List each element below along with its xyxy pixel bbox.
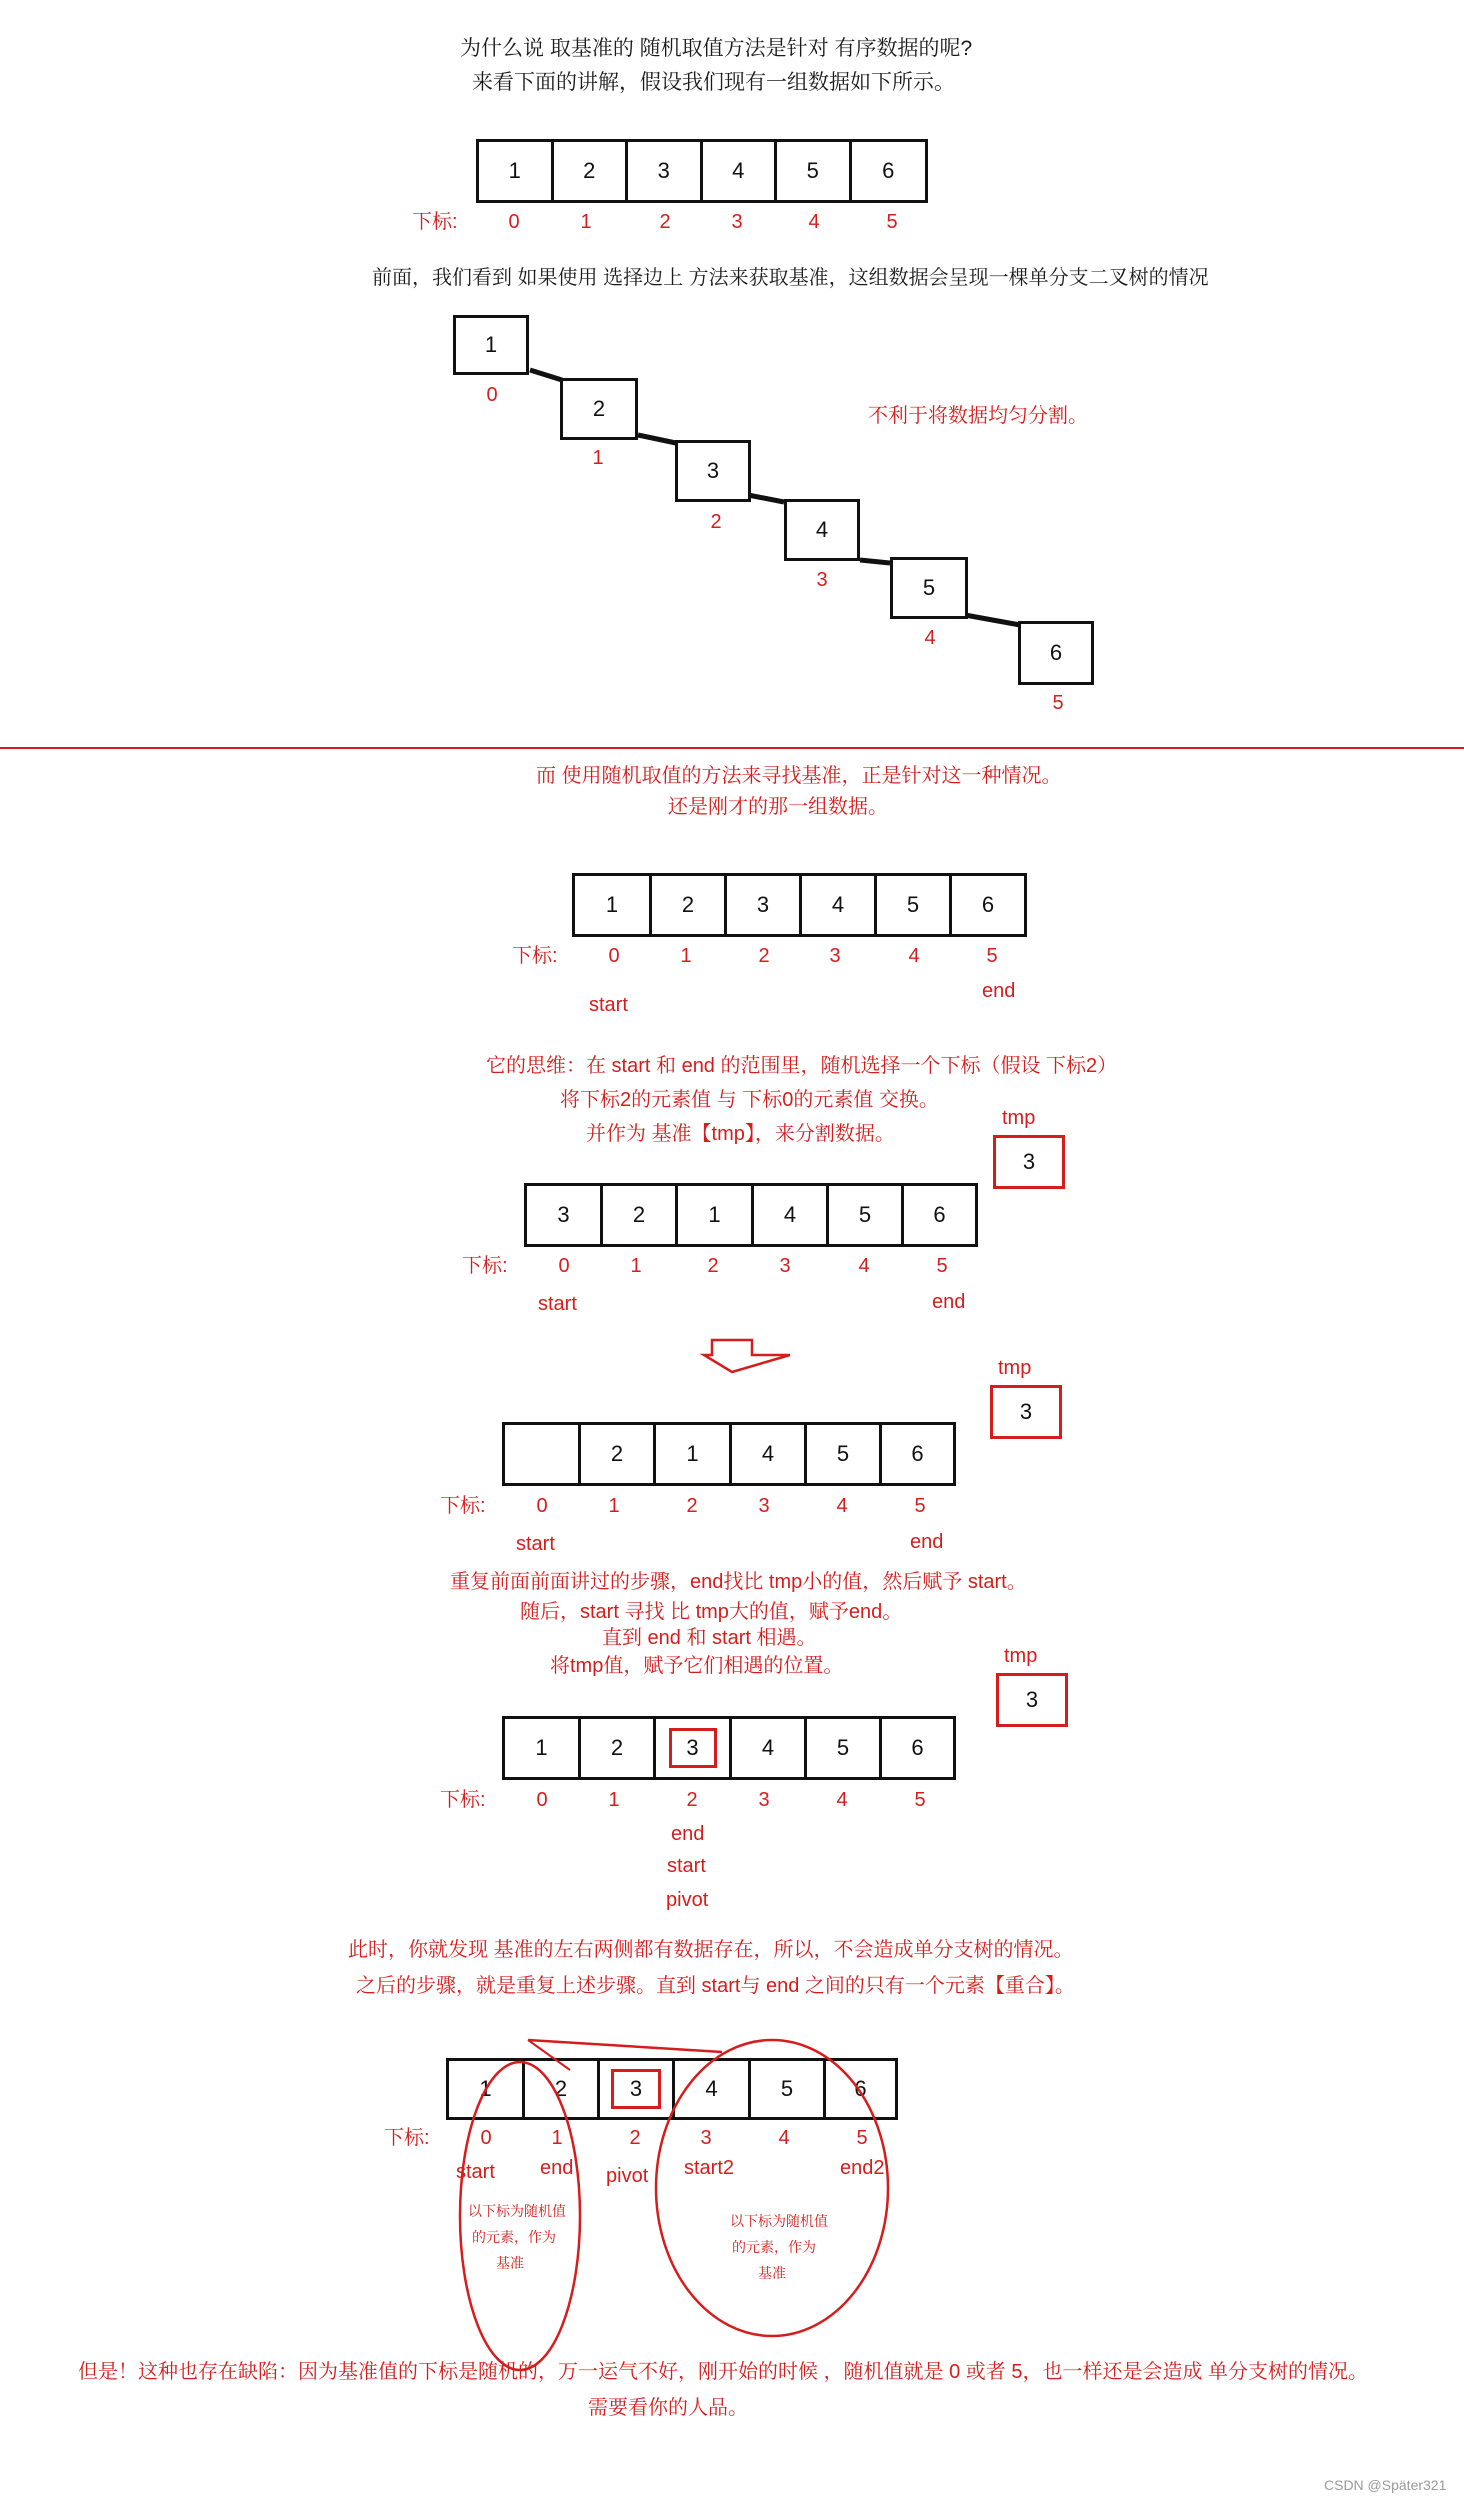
intro-line-2: 来看下面的讲解，假设我们现有一组数据如下所示。 (472, 71, 955, 94)
right-note-line: 以下标为随机值 (730, 2213, 828, 2229)
section2-line-1: 而 使用随机取值的方法来寻找基准，正是针对这一种情况。 (536, 765, 1062, 787)
chain-index: 3 (816, 569, 828, 591)
array-cell: 3 (527, 1186, 603, 1244)
index-value: 1 (580, 211, 592, 233)
index-value: 0 (536, 1789, 548, 1811)
array-cell: 2 (554, 142, 629, 200)
start-label: start (516, 1533, 555, 1555)
array-cell: 6 (882, 158, 895, 183)
array-cell: 4 (802, 876, 877, 934)
chain-node: 3 (675, 440, 751, 502)
index-value: 0 (558, 1255, 570, 1277)
tmp-label: tmp (998, 1357, 1032, 1379)
chain-node: 1 (453, 315, 529, 375)
section4-line-3: 直到 end 和 start 相遇。 (602, 1627, 817, 1649)
array-cell: 5 (777, 142, 852, 200)
index-value: 5 (914, 1789, 926, 1811)
array-cell: 4 (675, 2061, 751, 2117)
end2-label: end2 (840, 2157, 885, 2179)
index-value: 1 (608, 1495, 620, 1517)
section4-line-2: 随后，start 寻找 比 tmp大的值，赋予end。 (520, 1601, 903, 1623)
section1-note: 不利于将数据均匀分割。 (868, 405, 1088, 427)
array-cell: 6 (933, 1202, 946, 1227)
index-value: 0 (536, 1495, 548, 1517)
index-value: 4 (808, 211, 820, 233)
index-value: 5 (936, 1255, 948, 1277)
chain-node: 4 (784, 499, 860, 561)
chain-index: 1 (592, 447, 604, 469)
index-value: 5 (886, 211, 898, 233)
array-cell: 2 (581, 1719, 656, 1777)
tmp-label: tmp (1002, 1107, 1036, 1129)
index-value: 3 (758, 1789, 770, 1811)
array-cell: 1 (479, 142, 554, 200)
index-value: 2 (659, 211, 671, 233)
tmp-box: 3 (990, 1385, 1062, 1439)
left-note-line: 基准 (496, 2255, 524, 2271)
index-value: 4 (836, 1495, 848, 1517)
section1-caption: 前面，我们看到 如果使用 选择边上 方法来获取基准，这组数据会呈现一棵单分支二叉树的情况 (372, 267, 1209, 289)
array-cell: 1 (505, 1719, 581, 1777)
section3-line-3: 并作为 基准【tmp】，来分割数据。 (586, 1123, 895, 1145)
section4-line-4: 将tmp值，赋予它们相遇的位置。 (550, 1655, 844, 1677)
array-cell: 3 (628, 142, 703, 200)
index-label: 下标: (384, 2127, 430, 2149)
index-value: 5 (914, 1495, 926, 1517)
chain-index: 0 (486, 384, 498, 406)
array-cell: 1 (678, 1186, 754, 1244)
array-cell: 5 (751, 2061, 826, 2117)
chain-node: 5 (890, 557, 968, 619)
index-value: 0 (608, 945, 620, 967)
index-value: 2 (686, 1495, 698, 1517)
section2-line-2: 还是刚才的那一组数据。 (668, 796, 888, 818)
right-note-line: 基准 (758, 2265, 786, 2281)
pivot-label: pivot (606, 2165, 649, 2187)
index-value: 3 (731, 211, 743, 233)
footer-line-2: 需要看你的人品。 (588, 2397, 748, 2419)
start-label: start (667, 1855, 706, 1877)
index-label: 下标: (462, 1255, 508, 1277)
index-label: 下标: (512, 945, 558, 967)
right-note-line: 的元素，作为 (732, 2239, 816, 2255)
section3-line-1: 它的思维：在 start 和 end 的范围里，随机选择一个下标（假设 下标2） (486, 1055, 1118, 1077)
array-cell: 6 (854, 2076, 867, 2101)
tmp-box: 3 (996, 1673, 1068, 1727)
section5-line-2: 之后的步骤，就是重复上述步骤。直到 start与 end 之间的只有一个元素【重合】。 (356, 1975, 1075, 1997)
index-value: 5 (856, 2127, 868, 2149)
left-note-line: 以下标为随机值 (468, 2203, 566, 2219)
array-cell: 4 (732, 1425, 807, 1483)
index-value: 0 (480, 2127, 492, 2149)
footer-line-1: 但是！这种也存在缺陷：因为基准值的下标是随机的，万一运气不好，刚开始的时候 ，随机值就是 0 或者 5，也一样还是会造成 单分支树的情况。 (78, 2361, 1369, 2383)
index-value: 1 (680, 945, 692, 967)
pivot-marker: 3 (669, 1728, 717, 1768)
end-label: end (982, 980, 1016, 1002)
index-value: 4 (778, 2127, 790, 2149)
index-value: 1 (551, 2127, 563, 2149)
index-value: 3 (829, 945, 841, 967)
pivot-marker: 3 (611, 2069, 661, 2109)
chain-node: 2 (560, 378, 638, 440)
index-value: 2 (758, 945, 770, 967)
start2-label: start2 (684, 2157, 735, 2179)
index-value: 3 (700, 2127, 712, 2149)
array-cell: 5 (877, 876, 952, 934)
index-value: 5 (986, 945, 998, 967)
chain-index: 5 (1052, 692, 1064, 714)
index-label: 下标: (440, 1789, 486, 1811)
index-value: 1 (630, 1255, 642, 1277)
array-cell: 2 (652, 876, 727, 934)
start-label: start (538, 1293, 577, 1315)
tmp-label: tmp (1004, 1645, 1038, 1667)
index-value: 1 (608, 1789, 620, 1811)
array-cell: 6 (981, 892, 995, 917)
watermark: CSDN @Später321 (1324, 2477, 1447, 2493)
array-cell: 6 (911, 1441, 924, 1466)
tmp-box: 3 (993, 1135, 1065, 1189)
array-cell: 2 (525, 2061, 600, 2117)
section5-line-1: 此时，你就发现 基准的左右两侧都有数据存在，所以，不会造成单分支树的情况。 (348, 1939, 1074, 1961)
array-cell: 4 (754, 1186, 829, 1244)
index-value: 4 (908, 945, 920, 967)
index-value: 2 (707, 1255, 719, 1277)
array-cell: 3 (727, 876, 802, 934)
array-cell: 5 (829, 1186, 904, 1244)
array-cell: 1 (575, 876, 652, 934)
array-cell: 5 (807, 1425, 882, 1483)
index-label: 下标: (440, 1495, 486, 1517)
end-label: end (540, 2157, 574, 2179)
section4-line-1: 重复前面前面讲过的步骤，end找比 tmp小的值，然后赋予 start。 (450, 1571, 1027, 1593)
end-label: end (932, 1291, 966, 1313)
start-label: start (589, 994, 628, 1016)
index-value: 2 (686, 1789, 698, 1811)
array-cell: 1 (656, 1425, 732, 1483)
array-cell: 2 (603, 1186, 678, 1244)
index-value: 2 (629, 2127, 641, 2149)
array-cell: 5 (807, 1719, 882, 1777)
index-label: 下标: (412, 211, 458, 233)
end-label: end (671, 1823, 705, 1845)
index-value: 3 (758, 1495, 770, 1517)
left-note-line: 的元素，作为 (472, 2229, 556, 2245)
section3-line-2: 将下标2的元素值 与 下标0的元素值 交换。 (560, 1089, 939, 1111)
index-value: 4 (836, 1789, 848, 1811)
chain-index: 4 (924, 627, 936, 649)
array-cell: 6 (911, 1735, 924, 1760)
array-cell: 4 (732, 1719, 807, 1777)
array-cell: 1 (449, 2061, 525, 2117)
chain-node: 6 (1018, 621, 1094, 685)
start-label: start (456, 2161, 495, 2183)
index-value: 4 (858, 1255, 870, 1277)
chain-index: 2 (710, 511, 722, 533)
end-label: end (910, 1531, 944, 1553)
array-cell: 2 (581, 1425, 656, 1483)
intro-line-1: 为什么说 取基准的 随机取值方法是针对 有序数据的呢? (460, 37, 973, 60)
pivot-label: pivot (666, 1889, 709, 1911)
index-value: 0 (508, 211, 520, 233)
array-cell: 4 (703, 142, 778, 200)
index-value: 3 (779, 1255, 791, 1277)
